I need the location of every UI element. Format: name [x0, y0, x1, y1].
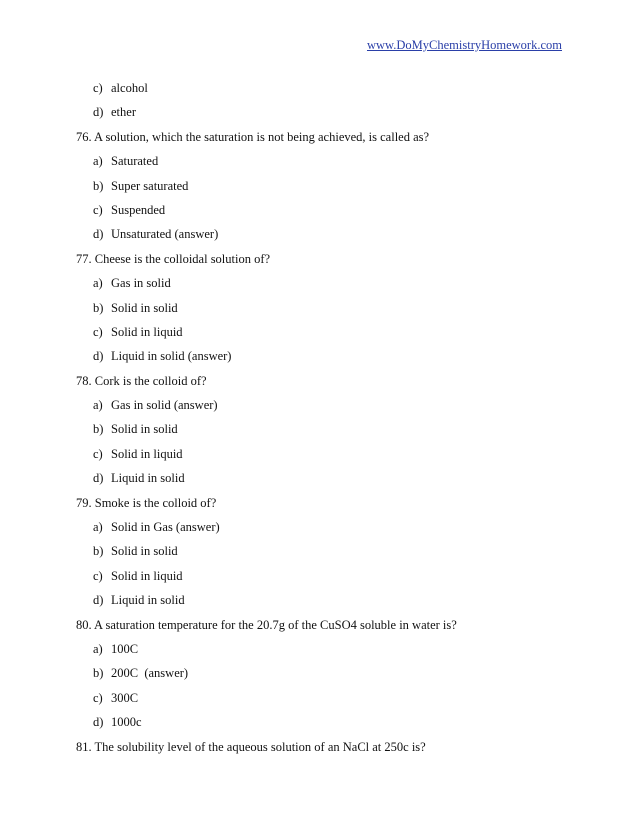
option-text: Solid in liquid: [111, 446, 183, 461]
option-text: ether: [111, 105, 136, 120]
answer-option: [76, 442, 576, 466]
option-text: Liquid in solid (answer): [111, 349, 232, 364]
option-letter: d): [93, 471, 104, 486]
option-text: 300C: [111, 690, 139, 705]
option-letter: d): [93, 349, 104, 364]
option-text: Solid in solid: [111, 544, 178, 559]
question-text: 79. Smoke is the colloid of?: [76, 495, 217, 510]
option-text: Liquid in solid: [111, 471, 185, 486]
option-letter: d): [93, 593, 104, 608]
option-letter: a): [93, 641, 103, 656]
answer-option: [76, 417, 576, 441]
answer-option: [76, 296, 576, 320]
question-text: 81. The solubility level of the aqueous solution of an NaCl at 250c is?: [76, 739, 426, 754]
question-text: 78. Cork is the colloid of?: [76, 373, 207, 388]
answer-option: [76, 271, 576, 295]
answer-option: [76, 710, 576, 734]
option-text: Suspended: [111, 202, 166, 217]
site-link[interactable]: www.DoMyChemistryHomework.com: [366, 38, 562, 52]
option-letter: b): [93, 422, 104, 437]
option-text: Gas in solid: [111, 276, 171, 291]
option-letter: a): [93, 154, 103, 169]
option-letter: c): [93, 81, 103, 95]
option-letter: c): [93, 202, 103, 217]
option-letter: d): [93, 227, 104, 242]
answer-option: [76, 539, 576, 563]
option-letter: a): [93, 398, 103, 413]
answer-option: [76, 344, 576, 368]
option-letter: b): [93, 666, 104, 681]
answer-option: [76, 198, 576, 222]
option-text: Gas in solid (answer): [111, 398, 218, 413]
answer-option: [76, 76, 576, 100]
answer-option: [76, 393, 576, 417]
option-text: Solid in liquid: [111, 324, 183, 339]
option-letter: d): [93, 105, 104, 120]
option-text: 1000c: [111, 715, 142, 730]
option-letter: a): [93, 276, 103, 291]
answer-option: [76, 174, 576, 198]
option-text: Super saturated: [111, 178, 189, 193]
option-letter: a): [93, 520, 103, 535]
option-letter: b): [93, 178, 104, 193]
option-text: 200C (answer): [111, 666, 189, 681]
answer-option: [76, 515, 576, 539]
option-letter: c): [93, 690, 103, 705]
option-letter: c): [93, 446, 103, 461]
option-text: Liquid in solid: [111, 593, 185, 608]
answer-option: [76, 686, 576, 710]
answer-option: [76, 320, 576, 344]
option-text: Solid in liquid: [111, 568, 183, 583]
option-text: Solid in solid: [111, 300, 178, 315]
answer-option: [76, 588, 576, 612]
option-letter: b): [93, 300, 104, 315]
option-text: alcohol: [111, 81, 148, 95]
answer-option: [76, 466, 576, 490]
option-text: 100C: [111, 641, 139, 656]
option-letter: b): [93, 544, 104, 559]
question-text: 80. A saturation temperature for the 20.7g of the CuSO4 soluble in water is?: [76, 617, 457, 632]
answer-option: [76, 661, 576, 685]
option-letter: c): [93, 568, 103, 583]
question-list: [76, 76, 576, 759]
answer-option: [76, 564, 576, 588]
option-text: Saturated: [111, 154, 159, 169]
option-letter: c): [93, 324, 103, 339]
option-text: Unsaturated (answer): [111, 227, 219, 242]
answer-option: [76, 637, 576, 661]
answer-option: [76, 222, 576, 246]
option-letter: d): [93, 715, 104, 730]
question-text: 76. A solution, which the saturation is not being achieved, is called as?: [76, 129, 430, 144]
answer-option: [76, 100, 576, 124]
option-text: Solid in Gas (answer): [111, 520, 220, 535]
question-text: 77. Cheese is the colloidal solution of?: [76, 251, 271, 266]
option-text: Solid in solid: [111, 422, 178, 437]
answer-option: [76, 149, 576, 173]
